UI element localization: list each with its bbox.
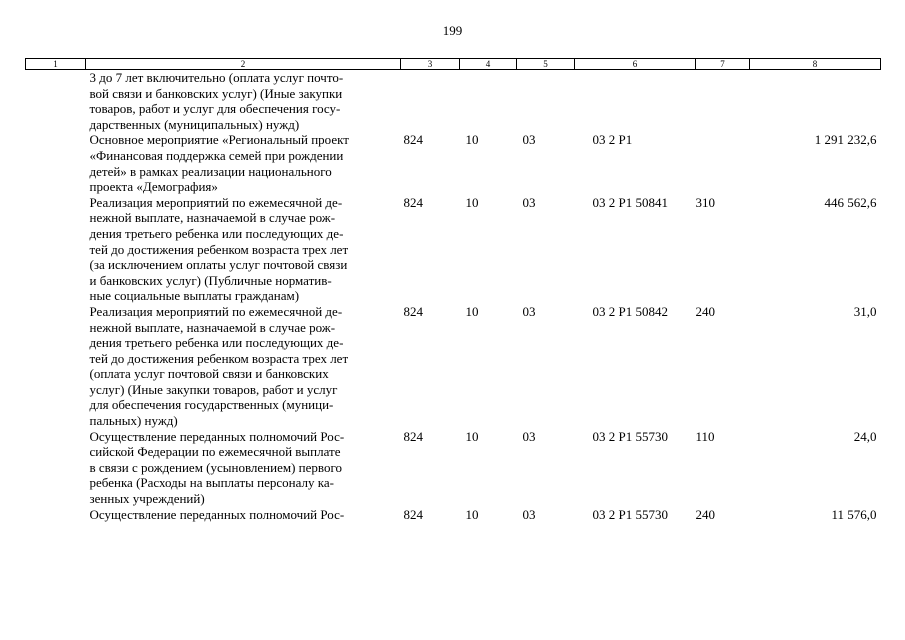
cell-expense-type [696, 70, 750, 133]
table-row [26, 429, 881, 507]
cell-section: 10 [465, 303, 479, 319]
table-header [26, 59, 881, 70]
cell-subsection: 03 [522, 132, 536, 148]
cell-expense-type: 240 [695, 506, 715, 522]
name-line: (оплата услуг почтовой связи и банковских [89, 366, 329, 382]
cell-name [86, 429, 401, 507]
column-number: 5 [517, 59, 575, 70]
cell-amount [750, 70, 881, 133]
column-number: 6 [575, 59, 696, 70]
page-number: 199 [442, 23, 463, 38]
cell-amount: 11 576,0 [831, 506, 877, 522]
cell-ministry: 824 [403, 428, 423, 444]
cell-name [86, 304, 401, 429]
name-line: для обеспечения государственных (муници- [89, 397, 334, 413]
column-number: 8 [750, 59, 881, 70]
cell-ministry: 824 [403, 303, 423, 319]
cell-subsection: 03 [522, 506, 536, 522]
cell-empty [26, 429, 86, 507]
name-line: дения третьего ребенка или последующих де- [89, 335, 344, 351]
cell-amount: 31,0 [853, 303, 877, 319]
name-line: дения третьего ребенка или последующих де- [89, 225, 344, 241]
column-number: 3 [401, 59, 460, 70]
name-line: сийской Федерации по ежемесячной выплате [89, 444, 341, 460]
name-line: нежной выплате, назначаемой в случае рож- [89, 210, 336, 226]
cell-empty [26, 507, 86, 523]
cell-subsection [517, 70, 575, 133]
cell-target: 03 2 P1 [592, 132, 633, 148]
name-line: (за исключением оплаты услуг почтовой связи [89, 257, 348, 273]
column-number: 7 [696, 59, 750, 70]
column-number: 1 [26, 59, 86, 70]
name-line: «Финансовая поддержка семей при рождении [89, 147, 344, 163]
cell-expense-type: 310 [695, 194, 715, 210]
column-number-row [26, 59, 881, 70]
cell-empty [26, 70, 86, 133]
cell-expense-type [696, 132, 750, 194]
cell-ministry: 824 [403, 132, 423, 148]
cell-name [86, 132, 401, 194]
cell-target: 03 2 P1 50841 [592, 194, 668, 210]
cell-subsection: 03 [522, 428, 536, 444]
name-line: Осуществление переданных полномочий Рос- [89, 506, 345, 522]
cell-name [86, 507, 401, 523]
cell-name [86, 195, 401, 304]
cell-amount: 446 562,6 [824, 194, 877, 210]
name-line: услуг) (Иные закупки товаров, работ и услуг [89, 381, 338, 397]
cell-empty [26, 195, 86, 304]
cell-empty [26, 132, 86, 194]
table-row [26, 304, 881, 429]
cell-subsection: 03 [522, 194, 536, 210]
table-row [26, 132, 881, 194]
cell-target [575, 70, 696, 133]
name-line: пальных) нужд) [89, 413, 178, 429]
name-line: тей до достижения ребенком возраста трех лет [89, 241, 349, 257]
name-line: дарственных (муниципальных) нужд) [89, 116, 300, 132]
name-line: Осуществление переданных полномочий Рос- [89, 428, 345, 444]
cell-subsection: 03 [522, 303, 536, 319]
name-line: Реализация мероприятий по ежемесячной де- [89, 194, 343, 210]
name-line: зенных учреждений) [89, 491, 205, 507]
table-row [26, 70, 881, 133]
name-line: товаров, работ и услуг для обеспечения госу- [89, 101, 341, 117]
cell-expense-type: 240 [695, 303, 715, 319]
name-line: вой связи и банковских услуг) (Иные закупки [89, 85, 343, 101]
name-line: проекта «Демография» [89, 179, 218, 195]
name-line: ребенка (Расходы на выплаты персоналу ка- [89, 475, 334, 491]
table-row [26, 507, 881, 523]
name-line: Реализация мероприятий по ежемесячной де- [89, 303, 343, 319]
name-line: и банковских услуг) (Публичные норматив- [89, 272, 332, 288]
column-number: 2 [86, 59, 401, 70]
cell-expense-type: 110 [695, 428, 715, 444]
table-body [26, 70, 881, 523]
name-line: в связи с рождением (усыновлением) первого [89, 459, 342, 475]
cell-ministry: 824 [403, 506, 423, 522]
column-number: 4 [460, 59, 517, 70]
name-line: 3 до 7 лет включительно (оплата услуг почто- [89, 70, 344, 85]
name-line: Основное мероприятие «Региональный проект [89, 132, 349, 148]
cell-amount: 1 291 232,6 [814, 132, 877, 148]
budget-table [25, 58, 881, 522]
name-line: ные социальные выплаты гражданам) [89, 288, 300, 304]
cell-section: 10 [465, 506, 479, 522]
cell-section [460, 70, 517, 133]
cell-name [86, 70, 401, 133]
cell-target: 03 2 P1 50842 [592, 303, 668, 319]
name-line: детей» в рамках реализации национального [89, 163, 332, 179]
cell-target: 03 2 P1 55730 [592, 428, 668, 444]
name-line: тей до достижения ребенком возраста трех лет [89, 350, 349, 366]
cell-section: 10 [465, 194, 479, 210]
cell-ministry [401, 70, 460, 133]
cell-target: 03 2 P1 55730 [592, 506, 668, 522]
table-row [26, 195, 881, 304]
cell-section: 10 [465, 132, 479, 148]
cell-section: 10 [465, 428, 479, 444]
cell-amount: 24,0 [853, 428, 877, 444]
cell-ministry: 824 [403, 194, 423, 210]
name-line: нежной выплате, назначаемой в случае рож- [89, 319, 336, 335]
cell-empty [26, 304, 86, 429]
